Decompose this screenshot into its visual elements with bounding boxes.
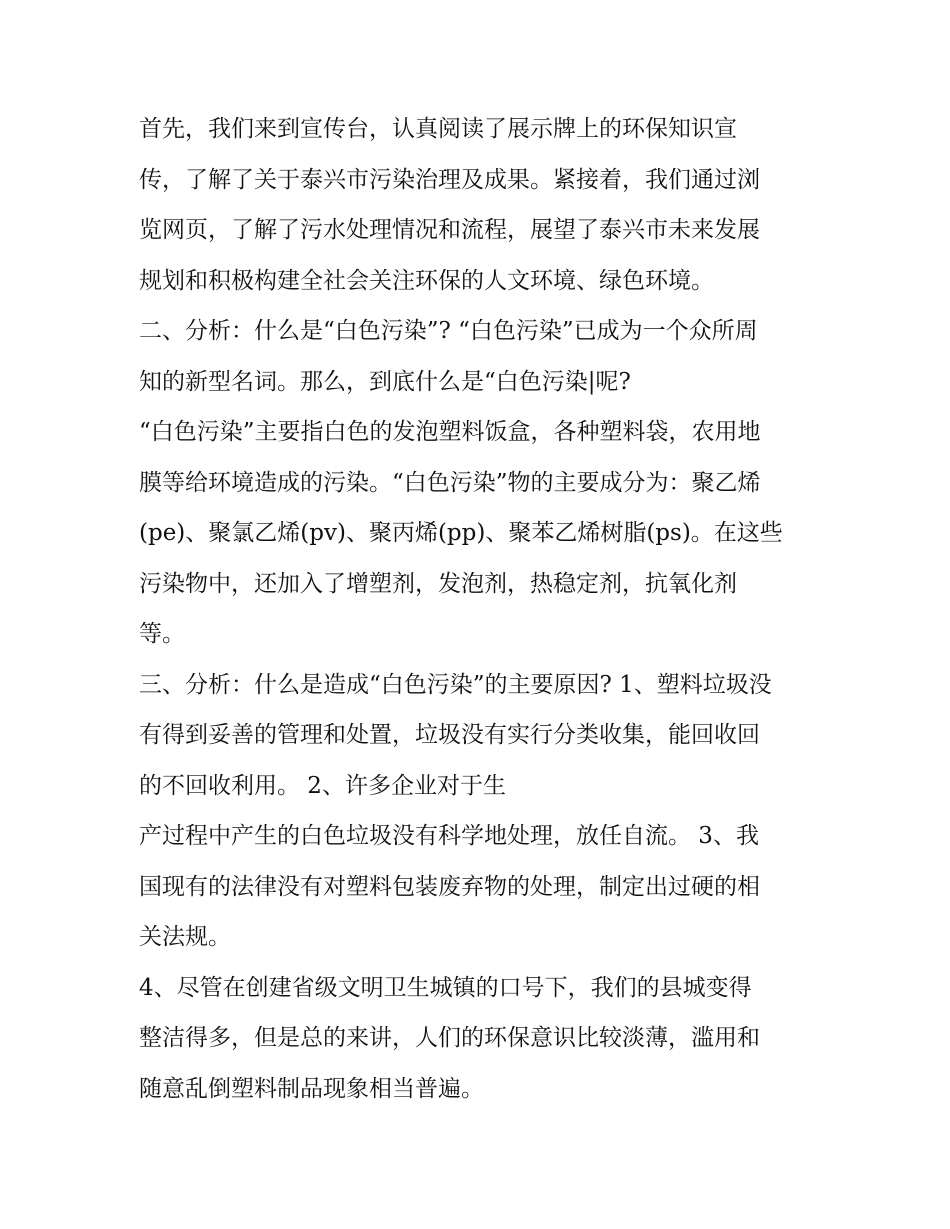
text-line: 污染物中，还加入了增塑剂，发泡剂，热稳定剂，抗氧化剂 xyxy=(139,570,737,597)
text-line: 传，了解了关于泰兴市污染治理及成果。紧接着，我们通过浏 xyxy=(139,166,760,193)
text-line: 关法规。 xyxy=(139,924,231,950)
text-line: 膜等给环境造成的污染。“白色污染”物的主要成分为：聚乙烯 xyxy=(139,469,761,496)
text-line: 二、分析：什么是“白色污染”? “白色污染”已成为一个众所周 xyxy=(139,318,758,344)
text-line: 4、尽管在创建省级文明卫生城镇的口号下，我们的县城变得 xyxy=(139,974,752,1001)
text-line: 随意乱倒塑料制品现象相当普遍。 xyxy=(139,1075,484,1102)
document-body xyxy=(139,104,819,1114)
text-line: 知的新型名词。那么，到底什么是“白色污染|呢? xyxy=(139,368,631,395)
text-line: 等。 xyxy=(139,621,185,647)
text-line: 有得到妥善的管理和处置，垃圾没有实行分类收集，能回收回 xyxy=(139,722,760,748)
text-line: 国现有的法律没有对塑料包装废弃物的处理，制定出过硬的相 xyxy=(139,873,760,900)
text-line: 规划和积极构建全社会关注环保的人文环境、绿色环境。 xyxy=(139,267,714,294)
text-line: 的不回收利用。 2、许多企业对于生 xyxy=(139,772,506,799)
text-line: (pe)、聚氯乙烯(pv)、聚丙烯(pp)、聚苯乙烯树脂(ps)。在这些 xyxy=(139,520,783,546)
text-line: 首先，我们来到宣传台，认真阅读了展示牌上的环保知识宣 xyxy=(139,116,737,142)
text-line: “白色污染”主要指白色的发泡塑料饭盒，各种塑料袋，农用地 xyxy=(139,419,761,445)
text-line: 产过程中产生的白色垃圾没有科学地处理，放任自流。 3、我 xyxy=(139,823,759,849)
text-line: 整洁得多，但是总的来讲，人们的环保意识比较淡薄，滥用和 xyxy=(139,1025,760,1051)
text-line: 三、分析：什么是造成“白色污染”的主要原因? 1、塑料垃圾没 xyxy=(139,671,772,698)
text-line: 览网页，了解了污水处理情况和流程，展望了泰兴市未来发展 xyxy=(139,217,760,243)
